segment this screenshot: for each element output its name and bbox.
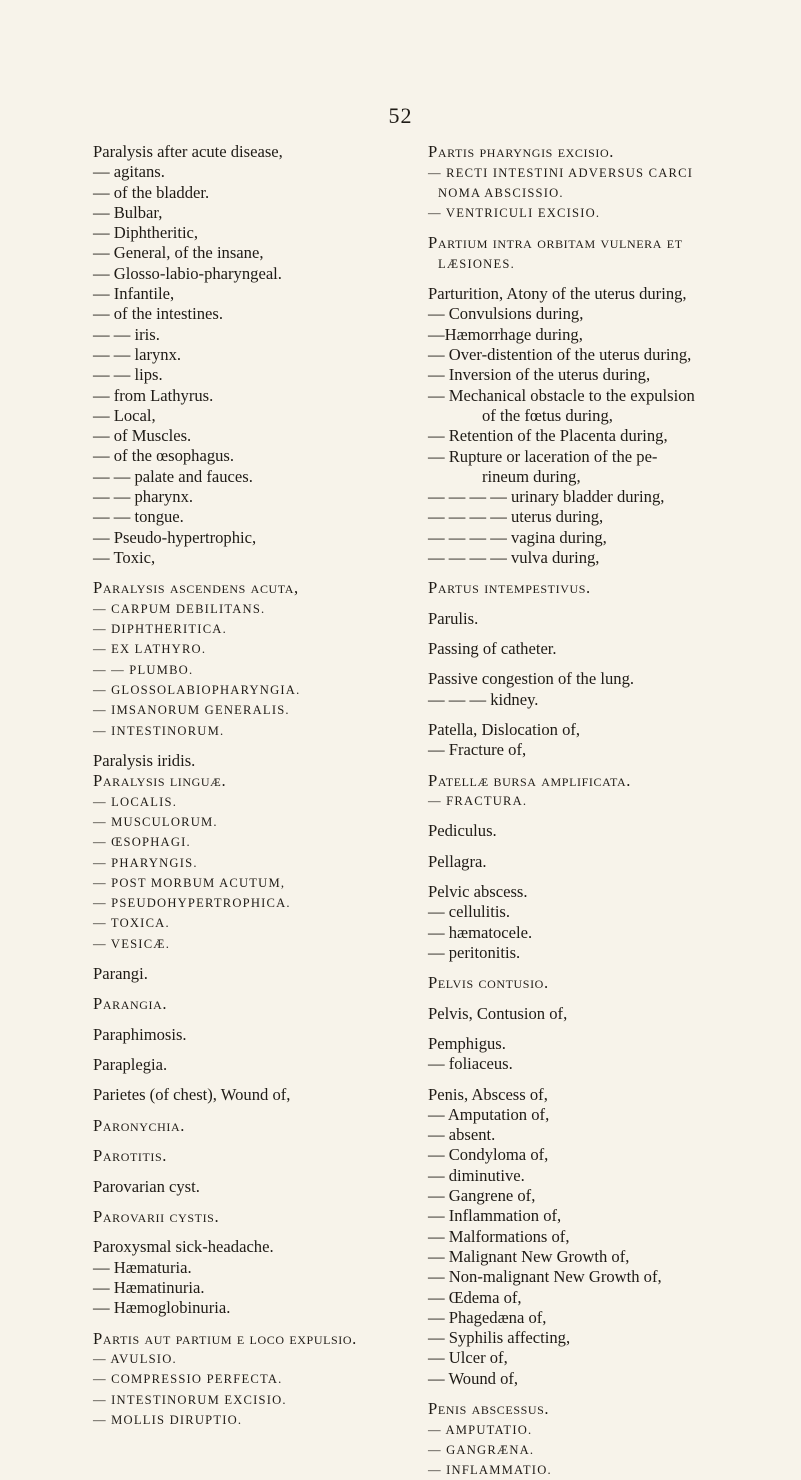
index-entry: — AVULSIO. [93,1352,177,1367]
index-entry: Parovarian cyst. [93,1176,200,1196]
index-entry: — — pharynx. [93,487,194,507]
index-entry: — of Muscles. [93,426,192,446]
index-entry: rineum during, [482,466,581,486]
index-entry: — — lips. [93,365,163,385]
index-entry: — EX LATHYRO. [93,642,207,657]
index-entry: — AMPUTATIO. [428,1422,533,1437]
index-entry: — COMPRESSIO PERFECTA. [93,1372,283,1387]
index-entry: — Phagedæna of, [428,1307,547,1327]
index-entry: — Amputation of, [428,1104,550,1124]
index-entry: — — — — uterus during, [428,507,604,527]
index-entry: — ŒSOPHAGI. [93,835,191,850]
index-entry: — DIPHTHERITICA. [93,622,227,637]
index-entry: — GANGRÆNA. [428,1442,535,1457]
index-heading: Partis pharyngis excisio. [428,142,614,161]
index-entry: NOMA ABSCISSIO. [438,185,564,200]
index-entry: — LOCALIS. [93,794,178,809]
index-entry: — MOLLIS DIRUPTIO. [93,1413,243,1428]
index-entry: Pelvis, Contusion of, [428,1003,568,1023]
index-entry: — Wound of, [428,1368,519,1388]
index-entry: — peritonitis. [428,942,521,962]
index-entry: — Over-distention of the uterus during, [428,345,692,365]
index-heading: Partis aut partium e loco expulsio. [93,1328,357,1348]
index-entry: — INFLAMMATIO. [428,1463,552,1478]
index-entry: — Syphilis affecting, [428,1328,571,1348]
index-entry: — — — — vagina during, [428,527,607,547]
index-entry: — diminutive. [428,1165,525,1185]
index-entry: — Infantile, [93,284,175,304]
index-entry: Paralysis after acute disease, [93,142,283,161]
index-entry: — — larynx. [93,344,182,364]
index-entry: Passive congestion of the lung. [428,669,635,689]
index-heading: Penis abscessus. [428,1399,550,1419]
index-entry: — Local, [93,405,156,425]
index-entry: — Mechanical obstacle to the expulsion [428,385,695,405]
index-entry: Passing of catheter. [428,639,557,659]
index-entry: — PSEUDOHYPERTROPHICA. [93,896,291,911]
index-entry: — General, of the insane, [93,243,264,263]
index-entry: Paralysis iridis. [93,750,196,770]
index-entry: — Hæmatinuria. [93,1278,205,1298]
index-entry: — Inflammation of, [428,1206,562,1226]
index-column-right [428,142,768,1480]
index-entry: — Condyloma of, [428,1145,549,1165]
index-entry: Pemphigus. [428,1034,506,1053]
index-entry: — CARPUM DEBILITANS. [93,601,266,616]
index-entry: — — — — urinary bladder during, [428,487,665,507]
index-entry: — POST MORBUM ACUTUM, [93,875,286,890]
index-heading: Partus intempestivus. [428,578,591,598]
index-heading: Partium intra orbitam vulnera et [428,233,683,253]
index-entry: — VESICÆ. [93,936,171,951]
index-entry: — — tongue. [93,507,184,527]
index-entry: — — palate and fauces. [93,466,253,486]
index-column-left [93,142,413,1430]
index-entry: — — — — vulva during, [428,548,600,568]
index-entry: — Ulcer of, [428,1348,508,1368]
index-entry: — MUSCULORUM. [93,814,218,829]
index-entry: — Diphtheritic, [93,223,199,243]
index-heading: Parotitis. [93,1146,168,1166]
index-entry: — Malignant New Growth of, [428,1246,630,1266]
index-entry: — — iris. [93,324,160,344]
index-entry: Parangi. [93,963,148,983]
index-entry: Pelvic abscess. [428,882,528,902]
index-entry: of the fœtus during, [482,405,613,425]
index-entry: Parturition, Atony of the uterus during, [428,284,687,304]
index-entry: — INTESTINORUM EXCISIO. [93,1392,287,1407]
index-entry: — Glosso-labio-pharyngeal. [93,263,282,283]
page-number: 52 [388,103,413,128]
index-heading: Pelvis contusio. [428,973,549,993]
index-entry: — Hæmoglobinuria. [93,1298,231,1318]
index-heading: Paralysis linguæ. [93,771,227,791]
index-entry: — Malformations of, [428,1226,570,1246]
index-entry: — Hæmaturia. [93,1257,192,1277]
index-heading: Patellæ bursa amplificata. [428,770,631,790]
index-entry: — — — kidney. [428,689,539,709]
index-entry: Penis, Abscess of, [428,1084,548,1104]
index-entry: Pediculus. [428,821,497,841]
index-entry: — foliaceus. [428,1054,513,1074]
index-entry: — Fracture of, [428,740,527,760]
index-entry: — of the intestines. [93,304,223,324]
index-entry: — Convulsions during, [428,304,584,324]
index-entry: — cellulitis. [428,902,511,922]
index-entry: — Gangrene of, [428,1186,536,1206]
index-entry: — RECTI INTESTINI ADVERSUS CARCI [428,165,694,180]
index-entry: — FRACTURA. [428,794,528,809]
index-heading: Parovarii cystis. [93,1206,220,1226]
index-entry: — — PLUMBO. [93,662,194,677]
index-entry: — of the œsophagus. [93,446,235,466]
index-entry: Paraplegia. [93,1055,168,1075]
index-entry: Paraphimosis. [93,1024,187,1044]
index-entry: Parulis. [428,608,479,628]
index-entry: — Inversion of the uterus during, [428,365,651,385]
index-entry: LÆSIONES. [438,256,515,271]
index-entry: — absent. [428,1125,496,1145]
index-entry: — Pseudo-hypertrophic, [93,527,257,547]
index-heading: Paronychia. [93,1115,185,1135]
index-entry: — agitans. [93,162,165,182]
index-entry: Pellagra. [428,851,487,871]
index-entry: Parietes (of chest), Wound of, [93,1085,291,1105]
index-entry: — Œdema of, [428,1287,522,1307]
index-entry: — of the bladder. [93,182,210,202]
index-entry: — INTESTINORUM. [93,723,225,738]
index-entry: — hæmatocele. [428,922,533,942]
index-entry: — from Lathyrus. [93,385,214,405]
index-entry: Paroxysmal sick-headache. [93,1237,274,1257]
index-entry: — Bulbar, [93,202,163,222]
index-entry: — Rupture or laceration of the pe- [428,446,658,466]
index-heading: Paralysis ascendens acuta, [93,578,299,598]
index-entry: — IMSANORUM GENERALIS. [93,703,290,718]
index-entry: — TOXICA. [93,916,170,931]
index-entry: — Non-malignant New Growth of, [428,1267,662,1287]
index-entry: Patella, Dislocation of, [428,720,581,740]
index-entry: — Retention of the Placenta during, [428,426,668,446]
index-entry: — GLOSSOLABIOPHARYNGIA. [93,682,301,697]
index-heading: Parangia. [93,994,168,1014]
index-entry: — PHARYNGIS. [93,855,198,870]
index-entry: — Toxic, [93,547,156,567]
index-entry: — VENTRICULI EXCISIO. [428,206,601,221]
index-entry: —Hæmorrhage during, [428,324,583,344]
